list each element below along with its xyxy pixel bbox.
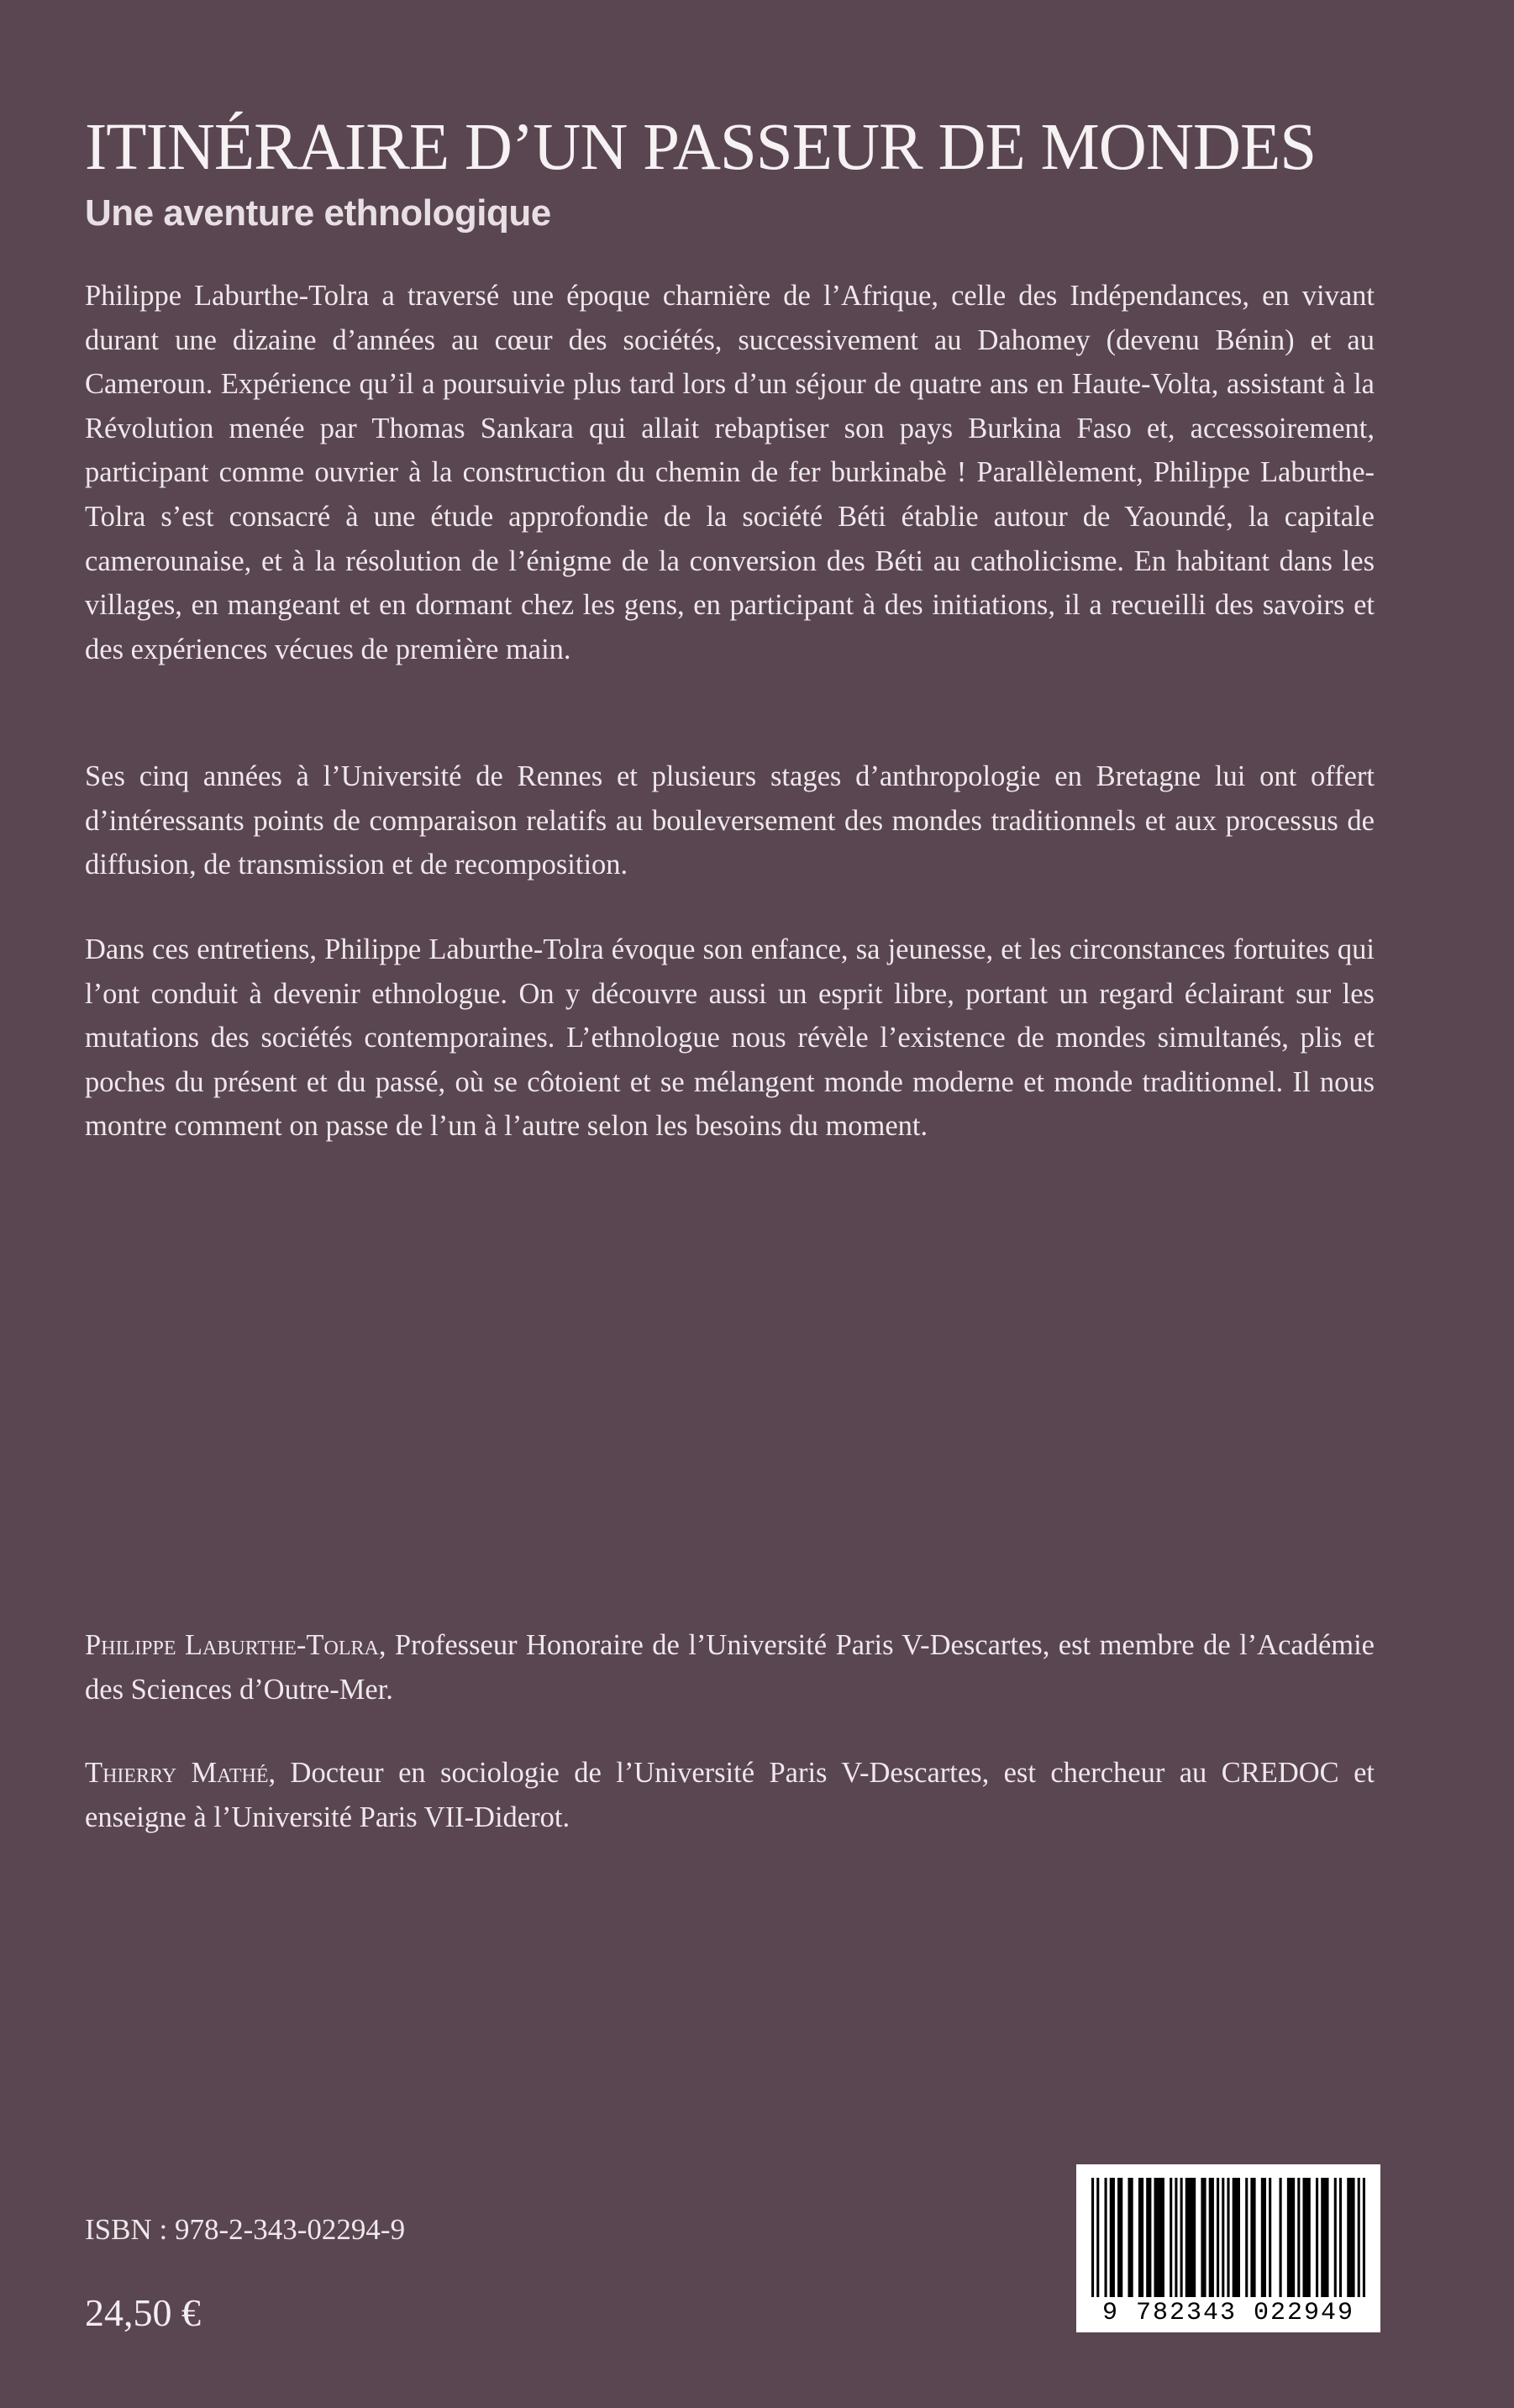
barcode-bar xyxy=(1297,2178,1300,2297)
barcode-bar xyxy=(1175,2178,1177,2297)
barcode-bar xyxy=(1302,2178,1310,2297)
barcode-bar xyxy=(1358,2178,1360,2297)
barcode-bar xyxy=(1321,2178,1328,2297)
barcode-bar xyxy=(1217,2178,1219,2297)
barcode-bar xyxy=(1180,2178,1183,2297)
barcode-bar xyxy=(1233,2178,1240,2297)
barcode-bar xyxy=(1170,2178,1172,2297)
author-bio-text-2: , Docteur en sociologie de l’Université Paris V-Descartes, est chercheur au CREDOC et enseigne à l’Université Paris VII-Diderot. xyxy=(85,1757,1375,1833)
summary-paragraph-3: Dans ces entretiens, Philippe Laburthe-Tolra évoque son enfance, sa jeunesse, et les circonstances fortuites qui l’ont conduit à devenir ethnologue. On y découvre aussi un esprit libre, portant un regard éclairant sur les mutations des sociétés contemporaines. L’ethnologue nous révèle l’existence de mondes simultanés, plis et poches du présent et du passé, où se côtoient et se mélangent monde moderne et monde traditionnel. Il nous montre comment on passe de l’un à l’autre selon les besoins du moment. xyxy=(85,933,1375,1143)
barcode-bar xyxy=(1146,2178,1151,2297)
author-bio-2 xyxy=(85,1751,1375,1839)
barcode-bar xyxy=(1128,2178,1133,2297)
barcode-bar xyxy=(1287,2178,1295,2297)
barcode-bar xyxy=(1154,2178,1164,2297)
barcode-bar xyxy=(1138,2178,1143,2297)
summary-paragraph-1: Philippe Laburthe-Tolra a traversé une époque charnière de l’Afrique, celle des Indépendances, en vivant durant une dizaine d’années au cœur des sociétés, successivement au Dahomey (devenu Bénin) et au Cameroun. Expérience qu’il a poursuivie plus tard lors d’un séjour de quatre ans en Haute-Volta, assistant à la Révolution menée par Thomas Sankara qui allait rebaptiser son pays Burkina Faso et, accessoirement, participant comme ouvrier à la construction du chemin de fer burkinabè ! Parallèlement, Philippe Laburthe-Tolra s’est consacré à une étude approfondie de la société Béti établie autour de Yaoundé, la capitale camerounaise, et à la résolution de l’énigme de la conversion des Béti au catholicisme. En habitant dans les villages, en mangeant et en dormant chez les gens, en participant à des initiations, il a recueilli des savoirs et des expériences vécues de première main. xyxy=(85,280,1375,665)
barcode-bar xyxy=(1185,2178,1196,2297)
author-bio-text-1: , Professeur Honoraire de l’Université Paris V-Descartes, est membre de l’Académie des Sciences d’Outre-Mer. xyxy=(85,1629,1375,1706)
author-bio-1 xyxy=(85,1623,1375,1711)
barcode-bar xyxy=(1250,2178,1255,2297)
barcode-bar xyxy=(1227,2178,1229,2297)
barcode-bar xyxy=(1363,2178,1365,2297)
isbn-label: ISBN : 978-2-343-02294-9 xyxy=(85,2213,406,2246)
barcode-bar xyxy=(1222,2178,1224,2297)
barcode-bar xyxy=(1347,2178,1354,2297)
barcode-bar xyxy=(1110,2178,1115,2297)
barcode xyxy=(1076,2164,1380,2332)
price-label: 24,50 € xyxy=(85,2291,201,2334)
summary-paragraph-2: Ses cinq années à l’Université de Rennes et plusieurs stages d’anthropologie en Bretagne lui ont offert d’intéressants points de comparaison relatifs au bouleversement des mondes traditionnels et aux processus de diffusion, de transmission et de recomposition. xyxy=(85,760,1375,881)
book-subtitle: Une aventure ethnologique xyxy=(85,192,551,234)
barcode-bars xyxy=(1091,2178,1365,2297)
barcode-bar xyxy=(1316,2178,1318,2297)
barcode-bar xyxy=(1201,2178,1206,2297)
barcode-bar xyxy=(1280,2178,1282,2297)
barcode-bar xyxy=(1339,2178,1342,2297)
author-name-1: Philippe Laburthe-Tolra xyxy=(85,1629,379,1661)
barcode-bar xyxy=(1334,2178,1337,2297)
barcode-bar xyxy=(1105,2178,1107,2297)
barcode-bar xyxy=(1261,2178,1266,2297)
barcode-bar xyxy=(1091,2178,1094,2297)
book-title: ITINÉRAIRE D’UN PASSEUR DE MONDES xyxy=(85,111,1317,184)
barcode-bar xyxy=(1209,2178,1214,2297)
author-name-2: Thierry Mathé xyxy=(85,1757,269,1789)
barcode-digits: 9 782343 022949 xyxy=(1101,2299,1355,2327)
barcode-bar xyxy=(1269,2178,1271,2297)
barcode-bar xyxy=(1096,2178,1099,2297)
barcode-bar xyxy=(1117,2178,1122,2297)
barcode-bar xyxy=(1245,2178,1248,2297)
